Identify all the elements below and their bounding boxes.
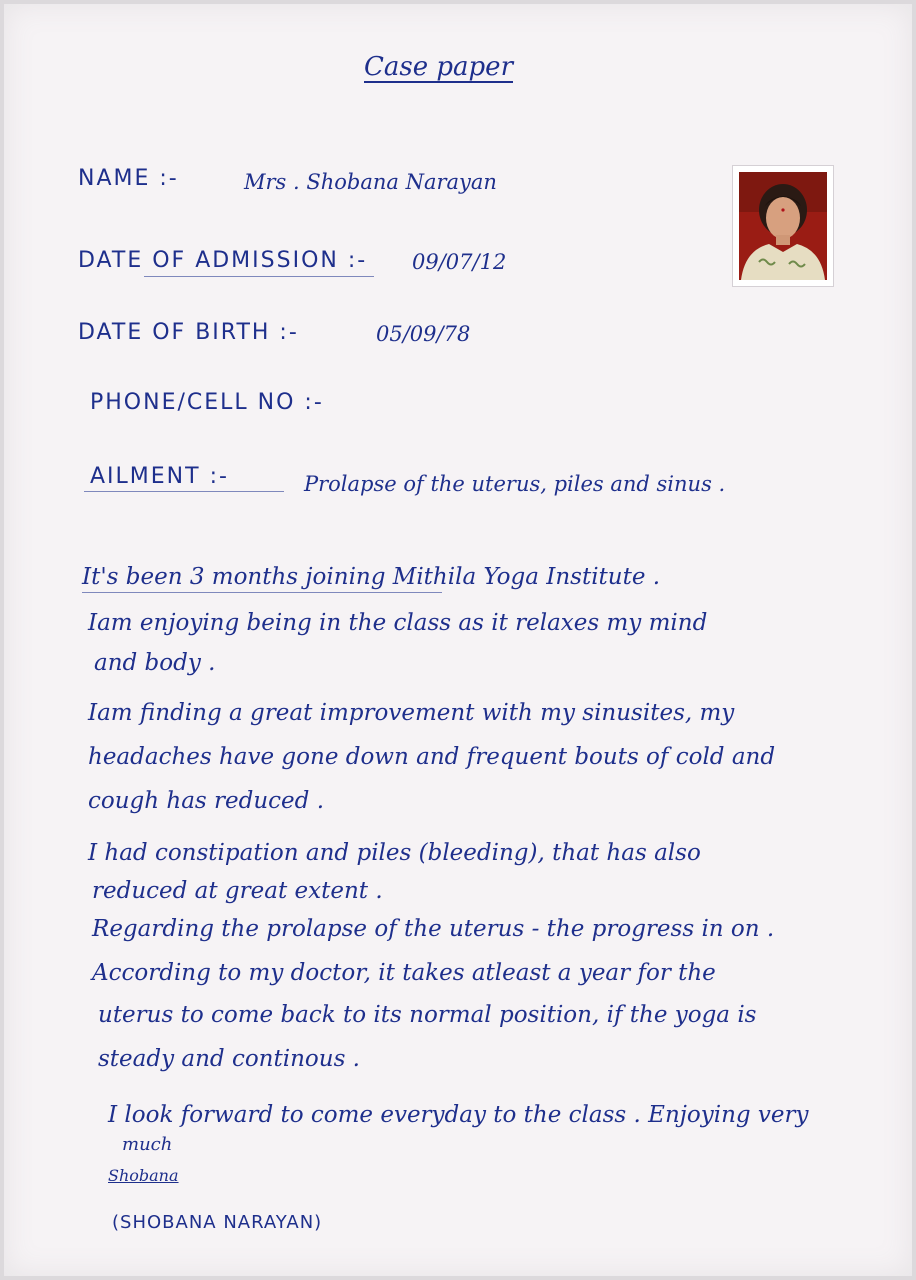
phone-label: PHONE/CELL NO :- <box>90 390 324 415</box>
body-line-1: It's been 3 months joining Mithila Yoga Institute . <box>82 564 661 590</box>
date-of-admission-value: 09/07/12 <box>412 250 507 274</box>
body-line-12: steady and continous . <box>98 1046 360 1072</box>
date-of-birth-label: DATE OF BIRTH :- <box>78 320 299 345</box>
signature-name: (SHOBANA NARAYAN) <box>112 1212 323 1233</box>
body-line-13: I look forward to come everyday to the class . Enjoying very <box>108 1102 809 1128</box>
name-value: Mrs . Shobana Narayan <box>244 170 497 194</box>
date-of-admission-label: DATE OF ADMISSION :- <box>78 248 368 273</box>
name-label: NAME :- <box>78 166 179 191</box>
page-title: Case paper <box>364 52 513 82</box>
ailment-value: Prolapse of the uterus, piles and sinus . <box>304 472 726 496</box>
ailment-label: AILMENT :- <box>90 464 229 489</box>
body-line-8: reduced at great extent . <box>92 878 383 904</box>
body-line-4: Iam finding a great improvement with my sinusites, my <box>88 700 735 726</box>
body-line-7: I had constipation and piles (bleeding), that has also <box>88 840 701 866</box>
body-line-14: much <box>122 1134 173 1155</box>
body-line-3: and body . <box>94 650 216 676</box>
date-of-birth-value: 05/09/78 <box>376 322 471 346</box>
body-line-5: headaches have gone down and frequent bouts of cold and <box>88 744 776 770</box>
body-line-9: Regarding the prolapse of the uterus - the progress in on . <box>92 916 775 942</box>
case-paper-sheet <box>4 4 912 1276</box>
body-line-6: cough has reduced . <box>88 788 325 814</box>
body-line-11: uterus to come back to its normal position, if the yoga is <box>98 1002 757 1028</box>
body-line-10: According to my doctor, it takes atleast a year for the <box>92 960 716 986</box>
portrait-photo <box>733 166 833 286</box>
body-line-2: Iam enjoying being in the class as it relaxes my mind <box>88 610 708 636</box>
signature: Shobana <box>108 1166 179 1185</box>
